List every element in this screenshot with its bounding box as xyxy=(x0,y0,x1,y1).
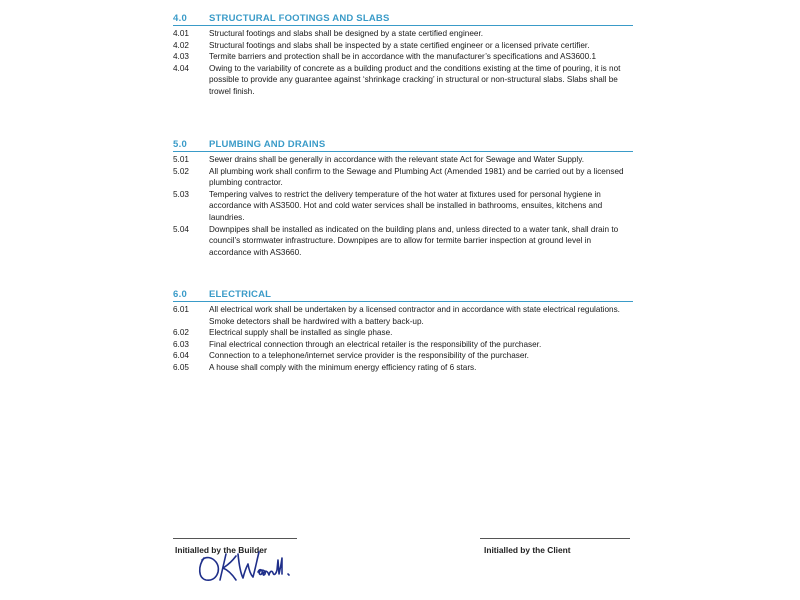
clause-number: 5.01 xyxy=(173,155,189,164)
clause-text: Structural footings and slabs shall be inspected by a state certified engineer or a licensed private certifier. xyxy=(209,40,590,50)
clause-item xyxy=(173,189,633,224)
section-title: ELECTRICAL xyxy=(209,289,272,300)
clause-text: Structural footings and slabs shall be designed by a state certified engineer. xyxy=(209,29,483,38)
clause-item xyxy=(173,350,633,362)
client-initial-label: Initialled by the Client xyxy=(484,545,571,555)
clause-number: 4.04 xyxy=(173,63,189,73)
clause-item xyxy=(173,327,633,339)
client-initial-line xyxy=(480,538,630,539)
clause-number: 5.04 xyxy=(173,224,189,234)
clause-number: 4.02 xyxy=(173,40,189,50)
clause-text: Downpipes shall be installed as indicated on the building plans and, unless directed to a water tank, shall drain to council’s stormwater infrastructure. Downpipes are to allow for termite barrier inspection at ground level in accordance with AS3660. xyxy=(209,224,619,257)
clause-text: Final electrical connection through an electrical retailer is the responsibility of the purchaser. xyxy=(209,339,542,349)
section-header xyxy=(173,137,633,152)
clause-number: 6.02 xyxy=(173,328,189,338)
section-header xyxy=(173,11,633,26)
section-plumbing-drains xyxy=(173,137,633,258)
builder-initial-line xyxy=(173,538,297,539)
clause-item xyxy=(173,154,633,166)
clause-item xyxy=(173,40,633,52)
section-title: STRUCTURAL FOOTINGS AND SLABS xyxy=(209,13,390,24)
section-title: PLUMBING AND DRAINS xyxy=(209,139,326,150)
clause-number: 5.03 xyxy=(173,189,189,199)
section-number: 5.0 xyxy=(173,139,188,150)
clause-item xyxy=(173,166,633,189)
builder-initial-label: Initialled by the Builder xyxy=(175,545,268,555)
clause-item xyxy=(173,339,633,351)
section-header xyxy=(173,287,633,302)
clause-text: Connection to a telephone/internet service provider is the responsibility of the purchaser. xyxy=(209,351,529,361)
clause-number: 5.02 xyxy=(173,166,189,176)
clause-number: 4.03 xyxy=(173,52,189,62)
clause-text: A house shall comply with the minimum energy efficiency rating of 6 stars. xyxy=(209,362,477,372)
section-number: 4.0 xyxy=(173,13,188,24)
builder-signature xyxy=(196,540,296,588)
clause-item xyxy=(173,28,633,40)
clause-text: Termite barriers and protection shall be in accordance with the manufacturer’s specifications and AS3600.1 xyxy=(209,52,596,62)
clause-item xyxy=(173,51,633,63)
clause-number: 6.03 xyxy=(173,339,189,349)
section-number: 6.0 xyxy=(173,289,188,300)
clause-number: 6.05 xyxy=(173,362,189,372)
clause-text: Owing to the variability of concrete as a building product and the conditions existing at the time of pouring, it is not possible to provide any guarantee against ‘shrinkage cracking’ in structural or non-structural slabs. Slabs shall be trowel finish. xyxy=(209,63,621,96)
clause-number: 6.01 xyxy=(173,305,189,314)
clause-text: All plumbing work shall confirm to the Sewage and Plumbing Act (Amended 1981) and be carried out by a licensed plumbing contractor. xyxy=(209,166,624,188)
clause-text: Tempering valves to restrict the delivery temperature of the hot water at fixtures used for personal hygiene in accordance with AS3500. Hot and cold water services shall be installed in bathrooms, ensuites, kitchens and laundries. xyxy=(209,189,603,222)
clause-item xyxy=(173,362,633,374)
section-structural-footings xyxy=(173,11,633,98)
section-electrical xyxy=(173,287,633,374)
clause-text: Sewer drains shall be generally in accordance with the relevant state Act for Sewage and Water Supply. xyxy=(209,155,585,164)
clause-item xyxy=(173,63,633,98)
clause-item xyxy=(173,304,633,327)
clause-text: Electrical supply shall be installed as single phase. xyxy=(209,328,393,338)
clause-number: 6.04 xyxy=(173,351,189,361)
clause-text: All electrical work shall be undertaken by a licensed contractor and in accordance with state electrical regulations. Smoke detectors shall be hardwired with a battery back-up. xyxy=(209,305,620,326)
clause-item xyxy=(173,224,633,259)
clause-number: 4.01 xyxy=(173,29,189,38)
